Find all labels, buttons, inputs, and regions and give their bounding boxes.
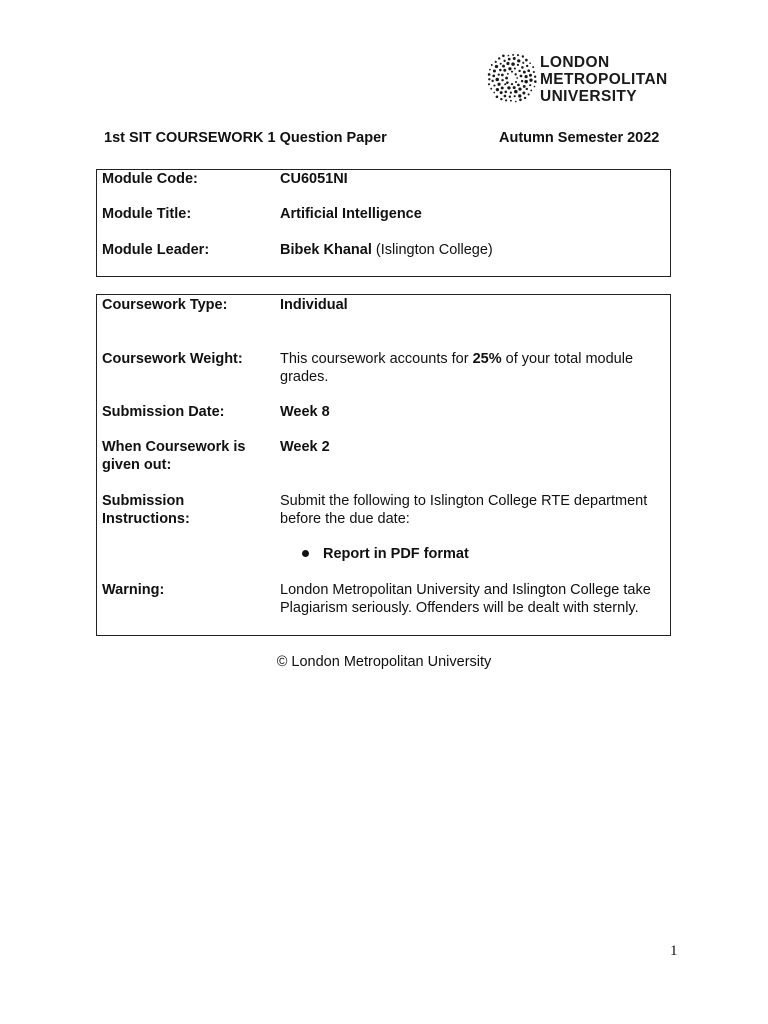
submission-date-value: Week 8	[280, 404, 330, 420]
semester-label: Autumn Semester 2022	[499, 130, 660, 146]
logo-line-3: UNIVERSITY	[540, 88, 638, 105]
module-title-value: Artificial Intelligence	[280, 206, 422, 222]
weight-text-pre: This coursework accounts for	[280, 351, 473, 367]
deliverable-text: Report in PDF format	[323, 546, 469, 562]
module-leader-affiliation: (Islington College)	[371, 242, 493, 258]
submission-instructions-value: Submit the following to Islington College RTE department before the due date:	[280, 493, 648, 527]
weight-text-post: of your total module grades.	[280, 351, 634, 385]
module-info-box	[96, 169, 671, 277]
submission-date-label: Submission Date:	[102, 404, 225, 420]
coursework-weight-label: Coursework Weight:	[102, 351, 243, 367]
module-title-label: Module Title:	[102, 206, 192, 222]
logo-line-2: METROPOLITAN	[540, 71, 668, 88]
coursework-weight-value	[280, 350, 670, 386]
copyright-notice: © London Metropolitan University	[276, 654, 492, 670]
bullet-icon	[302, 550, 309, 557]
module-leader-value	[280, 241, 670, 259]
page-number: 1	[670, 943, 678, 959]
warning-label: Warning:	[102, 582, 165, 598]
starburst-logo-icon	[486, 52, 538, 104]
given-out-label: When Coursework is given out:	[102, 439, 246, 473]
paper-title: 1st SIT COURSEWORK 1 Question Paper	[104, 130, 387, 146]
module-code-value: CU6051NI	[280, 171, 348, 187]
logo-wordmark	[540, 54, 668, 105]
module-code-label: Module Code:	[102, 171, 198, 187]
logo-line-1: LONDON	[540, 54, 610, 71]
coursework-type-value: Individual	[280, 297, 348, 313]
given-out-value: Week 2	[280, 439, 330, 455]
deliverable-list-item	[302, 546, 469, 562]
module-leader-name: Bibek Khanal	[280, 242, 372, 258]
warning-value: London Metropolitan University and Islington College take Plagiarism seriously. Offenders will be dealt with sternly.	[280, 582, 651, 616]
coursework-info-box	[96, 294, 671, 636]
coursework-type-label: Coursework Type:	[102, 297, 228, 313]
submission-instructions-label: Submission Instructions:	[102, 493, 190, 527]
module-leader-label: Module Leader:	[102, 242, 210, 258]
weight-percentage: 25%	[472, 351, 502, 367]
university-logo	[486, 52, 686, 108]
